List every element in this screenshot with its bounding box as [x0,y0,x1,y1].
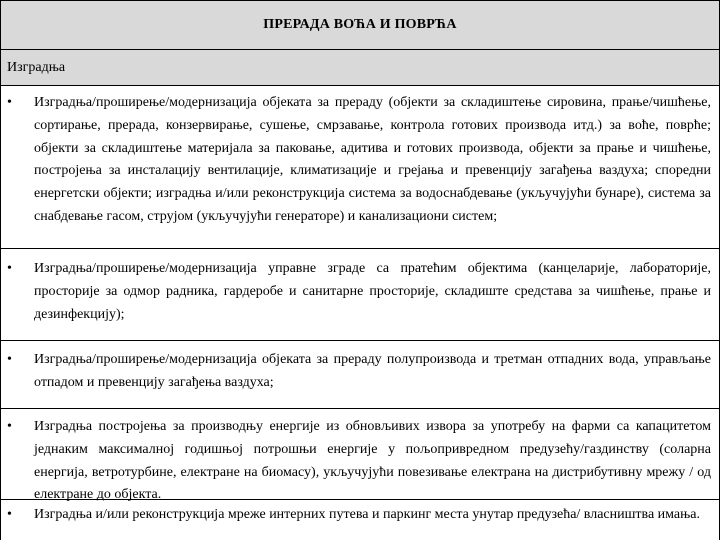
list-item-text: Изградња/проширење/модернизација објеката за прераду полупроизвода и третман отпадних вода, управљање отпадом и превенцију загађења ваздуха; [34,352,711,390]
bullet-icon: • [7,352,12,367]
table-title-row [0,0,720,50]
bullet-icon: • [7,261,12,276]
list-item-text: Изградња и/или реконструкција мреже интерних путева и паркинг места унутар предузећа/ власништва имања. [34,507,700,522]
list-item [1,86,719,249]
list-item-text: Изградња/проширење/модернизација управне зграде са пратећим објектима (канцеларије, лабораторије, просторије за одмор радника, гардеробе и санитарне просторије, складиште средстава за чишћење, прање и дезинфекцију); [34,261,711,322]
list-item [1,500,719,540]
section-label: Изградња [7,59,66,75]
bullet-icon: • [7,95,12,110]
list-item [1,409,719,503]
page-title: ПРЕРАДА ВОЋА И ПОВРЋА [263,17,457,32]
list-item [1,341,719,409]
bullet-icon: • [7,507,12,522]
list-item-text: Изградња постројења за производњу енергије из обновљивих извора за употребу на фарми са капацитетом једнаким максималној годишњој потрошњи енергије у пољопривредном предузећу/газдинству (соларна енергија, ветротурбине, електране на биомасу), укључујући повезивање електрана на дистрибутивну мрежу / од електране до објекта. [34,419,711,503]
eligible-investments-list [0,86,720,540]
list-item [1,249,719,341]
section-header-row [0,50,720,86]
bullet-icon: • [7,419,12,434]
list-item-text: Изградња/проширење/модернизација објеката за прераду (објекти за складиштење сировина, прање/чишћење, сортирање, прерада, конзервирање, сушење, смрзавање, контрола готових производа итд.) за воће, поврће; објекти за складиштење материјала за паковање, адитива и готових производа, објекти за прање и чишћење, постројења за инсталацију вентилације, климатизације и грејања и превенцију загађења ваздуха; споредни енергетски објекти; изградња и/или реконструкција система за водоснабдевање (укључујући бунаре), система за снабдевање гасом, струјом (укључујући генераторе) и канализациони систем; [34,95,711,224]
